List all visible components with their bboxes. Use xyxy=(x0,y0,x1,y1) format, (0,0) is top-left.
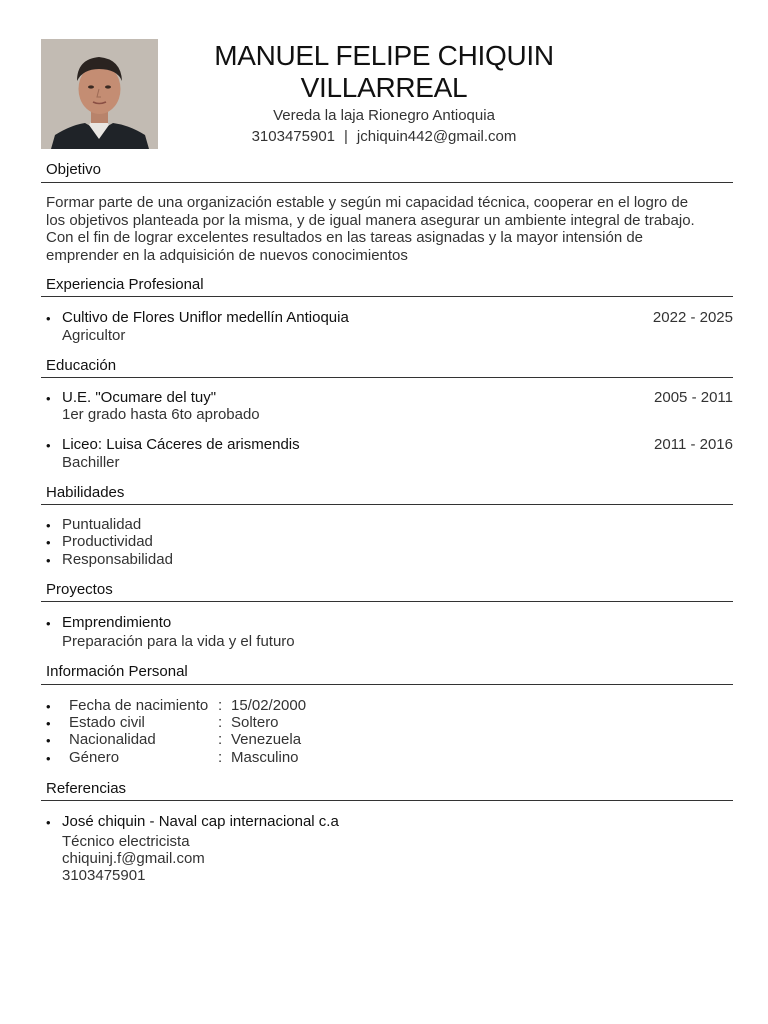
section-divider xyxy=(41,601,733,602)
personal-value: Masculino xyxy=(231,749,299,766)
experience-title: Cultivo de Flores Uniflor medellín Antioquia xyxy=(62,309,349,326)
reference-title: José chiquin - Naval cap internacional c.a xyxy=(62,813,339,830)
personal-value: 15/02/2000 xyxy=(231,697,307,714)
section-title-proyectos: Proyectos xyxy=(46,581,113,598)
skill-item: Responsabilidad xyxy=(62,551,173,568)
skill-item: Productividad xyxy=(62,533,153,550)
personal-colon: : xyxy=(218,731,223,748)
personal-label: Fecha de nacimiento xyxy=(69,697,209,714)
bullet: • xyxy=(46,716,51,731)
section-divider xyxy=(41,377,733,378)
contact-separator: | xyxy=(344,128,348,145)
personal-colon: : xyxy=(218,749,223,766)
bullet: • xyxy=(46,535,51,550)
address: Vereda la laja Rionegro Antioquia xyxy=(273,107,495,124)
objective-paragraph xyxy=(46,194,736,264)
section-title-objetivo: Objetivo xyxy=(46,161,102,178)
section-title-educacion: Educación xyxy=(46,357,117,374)
section-divider xyxy=(41,296,733,297)
personal-value: Soltero xyxy=(231,714,279,731)
personal-label: Nacionalidad xyxy=(69,731,156,748)
reference-email: chiquinj.f@gmail.com xyxy=(62,850,205,867)
objective-line: Con el fin de lograr excelentes resultados en las tareas asignadas y la mayor intensión de xyxy=(46,229,644,246)
reference-phone: 3103475901 xyxy=(62,867,146,884)
reference-role: Técnico electricista xyxy=(62,833,190,850)
section-divider xyxy=(41,800,733,801)
section-title-experiencia: Experiencia Profesional xyxy=(46,276,204,293)
education-title: Liceo: Luisa Cáceres de arismendis xyxy=(62,436,300,453)
profile-photo xyxy=(41,39,158,149)
bullet: • xyxy=(46,518,51,533)
bullet: • xyxy=(46,616,51,631)
section-title-referencias: Referencias xyxy=(46,780,127,797)
candidate-name xyxy=(160,40,608,104)
phone: 3103475901 xyxy=(251,128,336,145)
objective-line: los objetivos planteada por la misma, y de igual manera asegurar un ambiente integral de trabajo. xyxy=(46,211,695,229)
section-title-habilidades: Habilidades xyxy=(46,484,125,501)
section-divider xyxy=(41,504,733,505)
education-date: 2005 - 2011 xyxy=(654,389,733,406)
education-detail: 1er grado hasta 6to aprobado xyxy=(62,406,260,423)
education-title: U.E. "Ocumare del tuy" xyxy=(62,389,217,406)
bullet: • xyxy=(46,438,51,453)
bullet: • xyxy=(46,553,51,568)
personal-value: Venezuela xyxy=(231,731,302,748)
personal-label: Género xyxy=(69,749,120,766)
contact-line xyxy=(160,128,608,145)
experience-date: 2022 - 2025 xyxy=(652,309,733,326)
bullet: • xyxy=(46,751,51,766)
education-date: 2011 - 2016 xyxy=(654,436,733,453)
project-title: Emprendimiento xyxy=(62,614,172,631)
bullet: • xyxy=(46,815,51,830)
personal-label: Estado civil xyxy=(69,714,145,731)
bullet: • xyxy=(46,391,51,406)
name-line-1: MANUEL FELIPE CHIQUIN xyxy=(214,40,554,71)
objective-line: emprender en la adquisición de nuevos conocimientos xyxy=(46,246,408,264)
objective-line: Formar parte de una organización estable y según mi capacidad técnica, cooperar en el logro de xyxy=(46,194,689,211)
email: jchiquin442@gmail.com xyxy=(356,128,517,145)
name-line-2: VILLARREAL xyxy=(300,72,468,103)
project-description: Preparación para la vida y el futuro xyxy=(62,633,295,650)
bullet: • xyxy=(46,733,51,748)
personal-colon: : xyxy=(218,697,223,714)
section-title-personal: Información Personal xyxy=(46,663,188,680)
section-divider xyxy=(41,684,733,685)
bullet: • xyxy=(46,311,51,326)
personal-colon: : xyxy=(218,714,223,731)
experience-role: Agricultor xyxy=(62,327,126,344)
bullet: • xyxy=(46,699,51,714)
section-divider xyxy=(41,182,733,183)
skill-item: Puntualidad xyxy=(62,516,142,533)
education-detail: Bachiller xyxy=(62,454,120,471)
